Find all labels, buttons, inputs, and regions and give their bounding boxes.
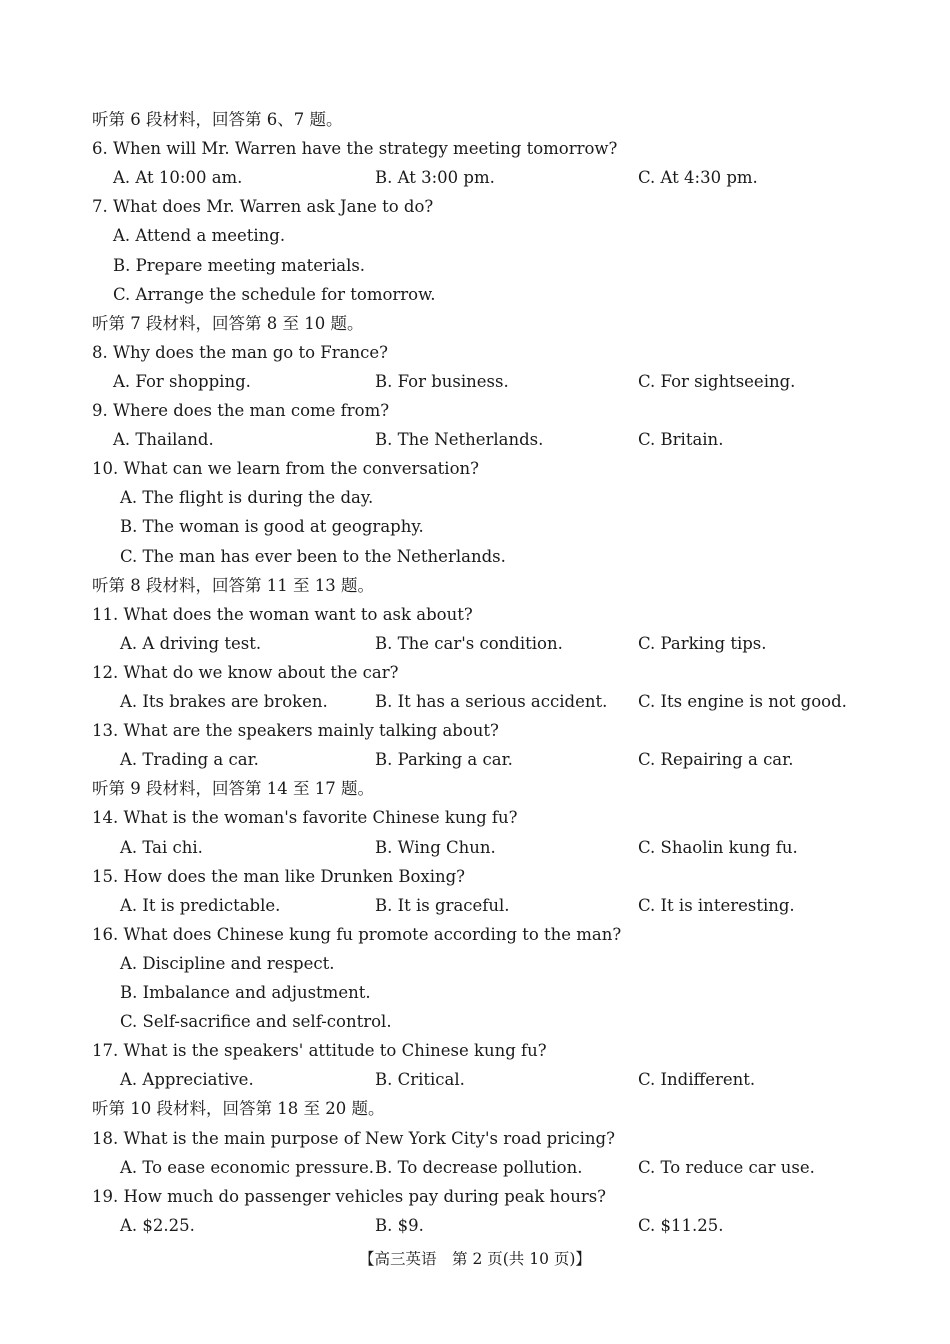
question-stem: 17. What is the speakers' attitude to Chinese kung fu? xyxy=(92,1041,547,1061)
answer-option-a: A. To ease economic pressure. xyxy=(120,1157,374,1177)
answer-option-b: B. At 3:00 pm. xyxy=(375,168,495,188)
section-heading: 听第 10 段材料，回答第 18 至 20 题。 xyxy=(92,1099,385,1119)
answer-option-b: B. It has a serious accident. xyxy=(375,692,608,711)
answer-option: A. Discipline and respect. xyxy=(120,953,335,973)
answer-options-row xyxy=(0,893,950,919)
answer-option-b: B. Critical. xyxy=(375,1070,465,1090)
question-stem: 9. Where does the man come from? xyxy=(92,401,390,420)
section-heading: 听第 8 段材料，回答第 11 至 13 题。 xyxy=(92,575,374,595)
answer-option-b: B. Wing Chun. xyxy=(375,837,496,857)
answer-options-row xyxy=(0,835,950,861)
question-stem: 12. What do we know about the car? xyxy=(92,662,399,682)
answer-option-a: A. Thailand. xyxy=(113,430,214,450)
answer-option-c: C. Repairing a car. xyxy=(638,750,794,770)
answer-options-row xyxy=(0,427,950,453)
answer-options-row xyxy=(0,165,950,191)
answer-options-row xyxy=(0,369,950,395)
question-stem: 6. When will Mr. Warren have the strategy meeting tomorrow? xyxy=(92,139,618,159)
answer-options-row xyxy=(0,1067,950,1093)
answer-option-a: A. Tai chi. xyxy=(120,837,203,857)
answer-option-c: C. Shaolin kung fu. xyxy=(638,837,798,857)
question-stem: 10. What can we learn from the conversation? xyxy=(92,459,479,479)
answer-options-row xyxy=(0,631,950,657)
answer-options-row xyxy=(0,689,950,715)
question-stem: 15. How does the man like Drunken Boxing? xyxy=(92,866,466,886)
answer-option-b: B. It is graceful. xyxy=(375,895,510,915)
answer-option-c: C. For sightseeing. xyxy=(638,371,796,391)
answer-option-a: A. At 10:00 am. xyxy=(113,168,243,188)
answer-option: B. Imbalance and adjustment. xyxy=(120,983,371,1002)
answer-options-row xyxy=(0,1155,950,1181)
section-heading: 听第 7 段材料，回答第 8 至 10 题。 xyxy=(92,313,364,333)
answer-option-a: A. Its brakes are broken. xyxy=(120,692,328,711)
question-stem: 8. Why does the man go to France? xyxy=(92,342,388,362)
answer-option-a: A. It is predictable. xyxy=(120,895,281,915)
answer-option: B. Prepare meeting materials. xyxy=(113,255,366,275)
answer-option: C. Self-sacrifice and self-control. xyxy=(120,1012,392,1032)
answer-option-c: C. Its engine is not good. xyxy=(638,692,847,711)
answer-option-b: B. To decrease pollution. xyxy=(375,1157,583,1177)
page-footer: 【高三英语 第 2 页(共 10 页)】 xyxy=(359,1250,591,1268)
answer-option: A. The flight is during the day. xyxy=(120,488,374,508)
answer-option-c: C. Britain. xyxy=(638,430,724,450)
answer-option-a: A. For shopping. xyxy=(113,371,251,391)
answer-option-c: C. At 4:30 pm. xyxy=(638,168,758,188)
answer-option: C. The man has ever been to the Netherlands. xyxy=(120,546,506,566)
answer-option-b: B. The car's condition. xyxy=(375,633,563,653)
answer-option: C. Arrange the schedule for tomorrow. xyxy=(113,284,436,304)
answer-option-a: A. Trading a car. xyxy=(120,750,259,770)
answer-option-c: C. Indifferent. xyxy=(638,1070,756,1090)
answer-option-b: B. $9. xyxy=(375,1215,424,1235)
answer-option-a: A. Appreciative. xyxy=(120,1070,254,1090)
answer-option: B. The woman is good at geography. xyxy=(120,517,424,537)
question-stem: 11. What does the woman want to ask about? xyxy=(92,604,473,624)
answer-option-b: B. The Netherlands. xyxy=(375,430,544,450)
answer-option-c: C. It is interesting. xyxy=(638,895,795,915)
question-stem: 16. What does Chinese kung fu promote according to the man? xyxy=(92,924,622,944)
question-stem: 19. How much do passenger vehicles pay during peak hours? xyxy=(92,1186,607,1206)
section-heading: 听第 6 段材料，回答第 6、7 题。 xyxy=(92,110,343,129)
answer-options-row xyxy=(0,1213,950,1239)
answer-option-b: B. For business. xyxy=(375,371,509,391)
answer-option-c: C. $11.25. xyxy=(638,1215,724,1235)
question-stem: 13. What are the speakers mainly talking about? xyxy=(92,721,499,741)
section-heading: 听第 9 段材料，回答第 14 至 17 题。 xyxy=(92,779,374,799)
answer-option: A. Attend a meeting. xyxy=(113,226,286,246)
answer-option-a: A. $2.25. xyxy=(120,1215,195,1235)
answer-options-row xyxy=(0,747,950,773)
question-stem: 7. What does Mr. Warren ask Jane to do? xyxy=(92,197,434,217)
answer-option-b: B. Parking a car. xyxy=(375,750,513,770)
question-stem: 18. What is the main purpose of New York City's road pricing? xyxy=(92,1128,615,1148)
question-stem: 14. What is the woman's favorite Chinese kung fu? xyxy=(92,808,518,828)
answer-option-a: A. A driving test. xyxy=(120,633,262,653)
answer-option-c: C. To reduce car use. xyxy=(638,1157,815,1177)
answer-option-c: C. Parking tips. xyxy=(638,633,767,653)
